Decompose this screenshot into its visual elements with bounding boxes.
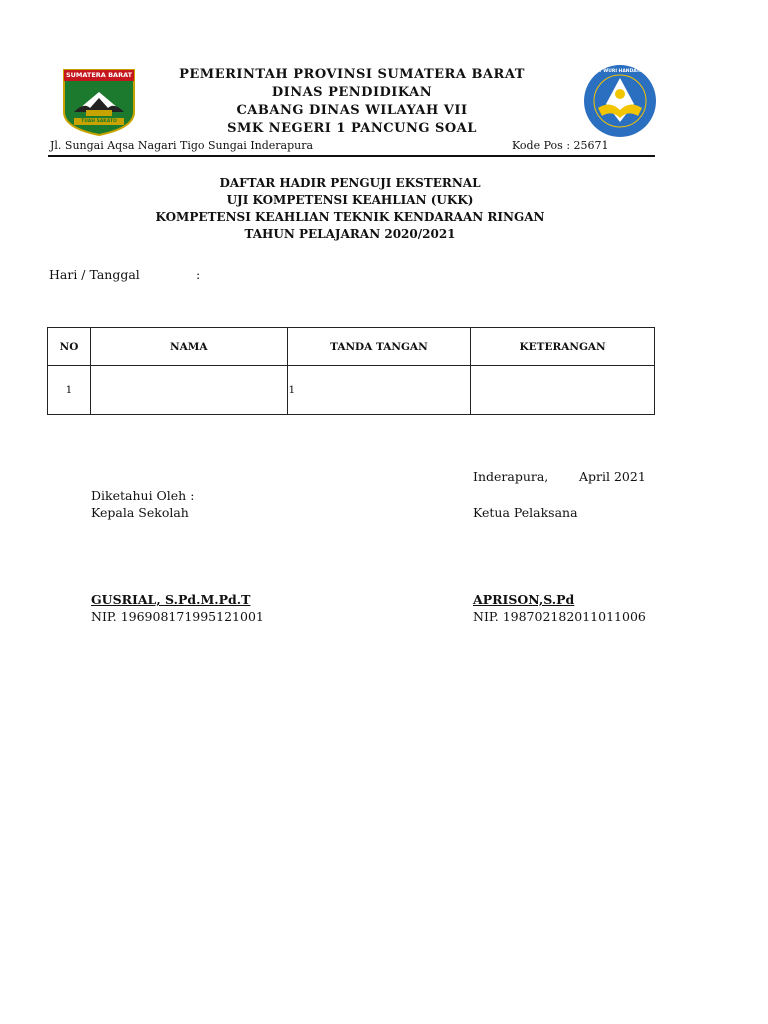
principal-name: GUSRIAL, S.Pd.M.Pd.T [91,592,251,607]
logo-motto-text: TUT WURI HANDAYANI [591,69,649,74]
letterhead-government: PEMERINTAH PROVINSI SUMATERA BARAT [179,67,525,82]
committee-chair-role: Ketua Pelaksana [473,505,578,520]
header-no: NO [48,328,91,366]
date-label: Hari / Tanggal [49,267,140,282]
letterhead-branch: CABANG DINAS WILAYAH VII [236,103,468,118]
school-address: Jl. Sungai Aqsa Nagari Tigo Sungai Inderapura [50,139,314,152]
logo-banner-text: SUMATERA BARAT [65,71,133,79]
principal-role: Kepala Sekolah [91,505,189,520]
header-keterangan: KETERANGAN [471,328,655,366]
letterhead-office: DINAS PENDIDIKAN [271,85,433,100]
letterhead-school: SMK NEGERI 1 PANCUNG SOAL [227,121,477,136]
cell-nama [90,366,287,415]
principal-nip: NIP. 196908171995121001 [91,609,264,624]
doc-subtitle-year: TAHUN PELAJARAN 2020/2021 [244,227,456,241]
signature-date: April 2021 [579,469,646,484]
cell-tanda-tangan: 1 [287,366,471,415]
table-row [48,366,655,415]
date-colon: : [196,267,201,282]
cell-no: 1 [48,366,91,415]
header-nama: NAMA [90,328,287,366]
doc-title: DAFTAR HADIR PENGUJI EKSTERNAL [219,176,481,190]
doc-subtitle-ukk: UJI KOMPETENSI KEAHLIAN (UKK) [226,193,474,207]
postal-code: Kode Pos : 25671 [512,139,609,152]
attendance-table [47,327,655,415]
letterhead-divider [48,155,655,157]
header-tanda-tangan: TANDA TANGAN [287,328,471,366]
cell-keterangan [471,366,655,415]
logo-motto-text: TUAH SAKATO [81,119,117,124]
acknowledged-by: Diketahui Oleh : [91,488,195,503]
table-header-row [48,328,655,366]
committee-chair-name: APRISON,S.Pd [473,592,575,607]
committee-chair-nip: NIP. 198702182011011006 [473,609,646,624]
signature-place: Inderapura, [473,469,549,484]
doc-subtitle-competency: KOMPETENSI KEAHLIAN TEKNIK KENDARAAN RINGAN [155,210,545,224]
